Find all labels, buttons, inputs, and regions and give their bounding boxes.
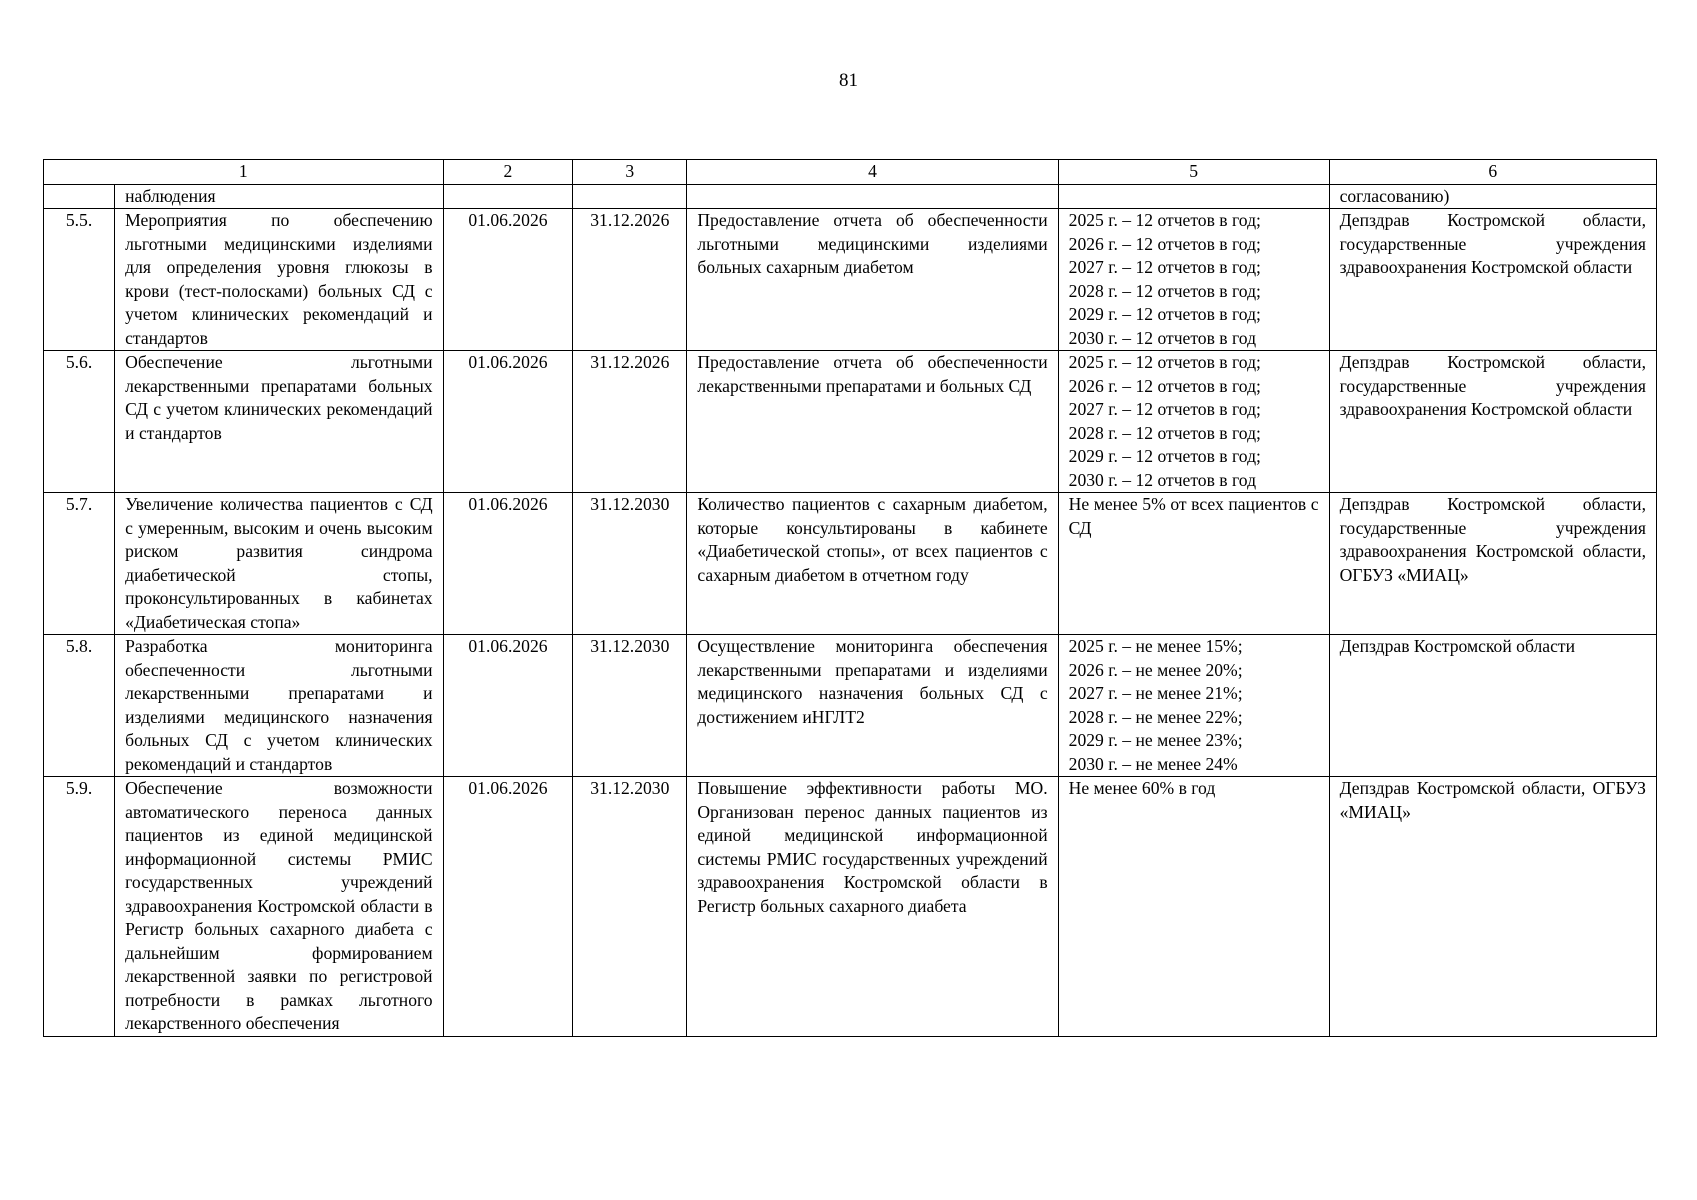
- end-date: 31.12.2026: [573, 351, 687, 493]
- expected-result: Повышение эффективности работы МО. Организован перенос данных пациентов из единой медицинской информационной системы РМИС государственных учреждений здравоохранения Костромской области в Регистр больных сахарного диабета: [687, 777, 1058, 1037]
- indicator-line: 2026 г. – не менее 20%;: [1068, 659, 1243, 680]
- indicators: [1058, 493, 1329, 635]
- table-row: [44, 351, 1657, 493]
- indicator-line: 2026 г. – 12 отчетов в год;: [1068, 375, 1261, 396]
- column-header-1: 1: [44, 160, 444, 185]
- continuation-name: наблюдения: [115, 184, 443, 209]
- indicator-line: Не менее 60% в год: [1068, 778, 1216, 798]
- indicator-line: 2027 г. – 12 отчетов в год;: [1068, 257, 1261, 277]
- column-number-header: [44, 160, 1657, 185]
- continuation-num: [44, 184, 115, 209]
- indicator-line: 2030 г. – 12 отчетов в год: [1068, 469, 1257, 490]
- end-date: 31.12.2030: [573, 777, 687, 1037]
- end-date: 31.12.2026: [573, 209, 687, 351]
- indicator-line: 2030 г. – не менее 24%: [1068, 753, 1238, 774]
- indicator-line: 2029 г. – 12 отчетов в год;: [1068, 446, 1261, 466]
- table-row: [44, 777, 1657, 1037]
- expected-result: Осуществление мониторинга обеспечения лекарственными препаратами и изделиями медицинского назначения больных СД с достижением иНГЛТ2: [687, 635, 1058, 777]
- measure-name: Разработка мониторинга обеспеченности льготными лекарственными препаратами и изделиями медицинского назначения больных СД с учетом клинических рекомендаций и стандартов: [115, 635, 443, 777]
- row-number: 5.6.: [44, 351, 115, 493]
- indicator-line: 2029 г. – не менее 23%;: [1068, 730, 1243, 750]
- row-number: 5.9.: [44, 777, 115, 1037]
- indicator-line: Не менее 5% от всех пациентов с СД: [1068, 494, 1319, 538]
- row-number: 5.7.: [44, 493, 115, 635]
- responsible: Депздрав Костромской области: [1329, 635, 1656, 777]
- indicator-line: 2028 г. – 12 отчетов в год;: [1068, 422, 1261, 443]
- column-header-3: 3: [573, 160, 687, 185]
- indicator-line: 2026 г. – 12 отчетов в год;: [1068, 233, 1261, 254]
- page-number: 81: [839, 70, 858, 91]
- row-number: 5.8.: [44, 635, 115, 777]
- continuation-responsible: согласованию): [1329, 184, 1656, 209]
- start-date: 01.06.2026: [443, 777, 573, 1037]
- start-date: 01.06.2026: [443, 209, 573, 351]
- start-date: 01.06.2026: [443, 493, 573, 635]
- indicator-line: 2025 г. – 12 отчетов в год;: [1068, 210, 1261, 230]
- indicators: [1058, 351, 1329, 493]
- indicators: [1058, 209, 1329, 351]
- measure-name: Мероприятия по обеспечению льготными медицинскими изделиями для определения уровня глюкозы в крови (тест-полосками) больных СД с учетом клинических рекомендаций и стандартов: [115, 209, 443, 351]
- measure-name: Увеличение количества пациентов с СД с умеренным, высоким и очень высоким риском развития синдрома диабетической стопы, проконсультированных в кабинетах «Диабетическая стопа»: [115, 493, 443, 635]
- expected-result: Количество пациентов с сахарным диабетом, которые консультированы в кабинете «Диабетической стопы», от всех пациентов с сахарным диабетом в отчетном году: [687, 493, 1058, 635]
- measure-name: Обеспечение льготными лекарственными препаратами больных СД с учетом клинических рекомендаций и стандартов: [115, 351, 443, 493]
- indicator-line: 2030 г. – 12 отчетов в год: [1068, 327, 1257, 348]
- continuation-row: [44, 184, 1657, 209]
- start-date: 01.06.2026: [443, 635, 573, 777]
- indicators: [1058, 777, 1329, 1037]
- measure-name: Обеспечение возможности автоматического переноса данных пациентов из единой медицинской информационной системы РМИС государственных учреждений здравоохранения Костромской области в Регистр больных сахарного диабета с дальнейшим формированием лекарственной заявки по регистровой потребности в рамках льготного лекарственного обеспечения: [115, 777, 443, 1037]
- indicator-line: 2025 г. – 12 отчетов в год;: [1068, 352, 1261, 372]
- start-date: 01.06.2026: [443, 351, 573, 493]
- column-header-4: 4: [687, 160, 1058, 185]
- responsible: Депздрав Костромской области, ОГБУЗ «МИАЦ»: [1329, 777, 1656, 1037]
- end-date: 31.12.2030: [573, 635, 687, 777]
- indicator-line: 2028 г. – не менее 22%;: [1068, 706, 1243, 727]
- column-header-5: 5: [1058, 160, 1329, 185]
- responsible: Депздрав Костромской области, государственные учреждения здравоохранения Костромской области: [1329, 351, 1656, 493]
- row-number: 5.5.: [44, 209, 115, 351]
- responsible: Депздрав Костромской области, государственные учреждения здравоохранения Костромской области, ОГБУЗ «МИАЦ»: [1329, 493, 1656, 635]
- measures-table: [43, 159, 1657, 1037]
- expected-result: Предоставление отчета об обеспеченности льготными медицинскими изделиями больных сахарным диабетом: [687, 209, 1058, 351]
- end-date: 31.12.2030: [573, 493, 687, 635]
- expected-result: Предоставление отчета об обеспеченности лекарственными препаратами и больных СД: [687, 351, 1058, 493]
- column-header-6: 6: [1329, 160, 1656, 185]
- indicator-line: 2027 г. – 12 отчетов в год;: [1068, 399, 1261, 419]
- column-header-2: 2: [443, 160, 573, 185]
- indicator-line: 2028 г. – 12 отчетов в год;: [1068, 280, 1261, 301]
- indicator-line: 2027 г. – не менее 21%;: [1068, 683, 1243, 703]
- indicator-line: 2025 г. – не менее 15%;: [1068, 636, 1243, 656]
- indicators: [1058, 635, 1329, 777]
- responsible: Депздрав Костромской области, государственные учреждения здравоохранения Костромской области: [1329, 209, 1656, 351]
- indicator-line: 2029 г. – 12 отчетов в год;: [1068, 304, 1261, 324]
- table-row: [44, 209, 1657, 351]
- table-row: [44, 493, 1657, 635]
- table-row: [44, 635, 1657, 777]
